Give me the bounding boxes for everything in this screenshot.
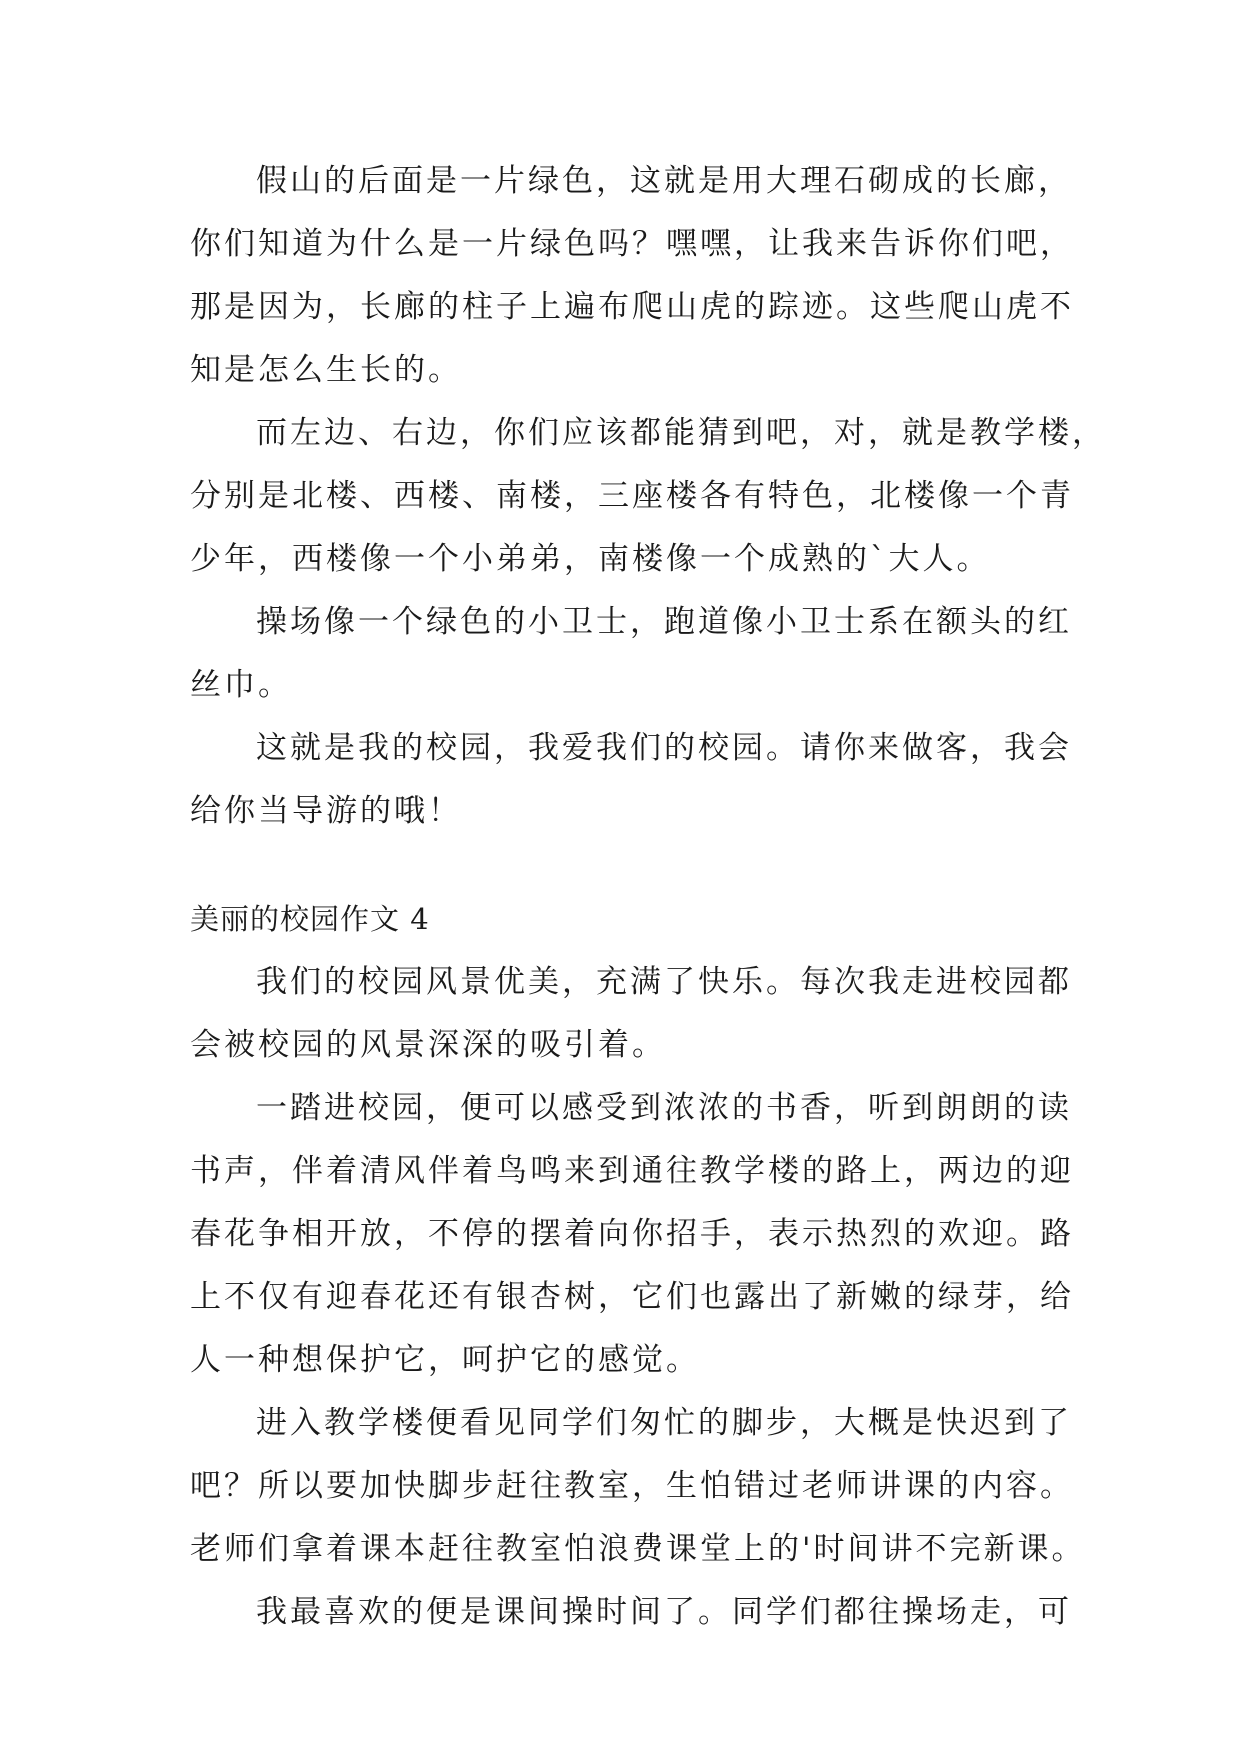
paragraph-line: 少年，西楼像一个小弟弟，南楼像一个成熟的`大人。 (190, 541, 991, 577)
paragraph-line: 丝巾。 (190, 667, 292, 703)
paragraph-line: 一踏进校园，便可以感受到浓浓的书香，听到朗朗的读 (256, 1090, 1072, 1126)
paragraph-line: 而左边、右边，你们应该都能猜到吧，对，就是教学楼， (256, 415, 1106, 451)
paragraph-line: 进入教学楼便看见同学们匆忙的脚步，大概是快迟到了 (256, 1405, 1072, 1441)
section-gap (190, 843, 1070, 888)
paragraph-line: 吧？所以要加快脚步赶往教室，生怕错过老师讲课的内容。 (190, 1468, 1074, 1504)
paragraph-line: 这就是我的校园，我爱我们的校园。请你来做客，我会 (256, 730, 1072, 766)
paragraph-line: 假山的后面是一片绿色，这就是用大理石砌成的长廊， (256, 163, 1072, 199)
paragraph-line: 书声，伴着清风伴着鸟鸣来到通往教学楼的路上，两边的迎 (190, 1153, 1074, 1189)
paragraph-line: 上不仅有迎春花还有银杏树，它们也露出了新嫩的绿芽，给 (190, 1279, 1074, 1315)
paragraph-line: 给你当导游的哦！ (190, 793, 462, 829)
paragraph-line: 人一种想保护它，呵护它的感觉。 (190, 1342, 700, 1378)
paragraph-line: 春花争相开放，不停的摆着向你招手，表示热烈的欢迎。路 (190, 1216, 1074, 1252)
paragraph-line: 分别是北楼、西楼、南楼，三座楼各有特色，北楼像一个青 (190, 478, 1074, 514)
paragraph-line: 我们的校园风景优美，充满了快乐。每次我走进校园都 (256, 964, 1072, 1000)
paragraph-line: 那是因为，长廊的柱子上遍布爬山虎的踪迹。这些爬山虎不 (190, 289, 1074, 325)
paragraph-line: 操场像一个绿色的小卫士，跑道像小卫士系在额头的红 (256, 604, 1072, 640)
paragraph-line: 知是怎么生长的。 (190, 352, 462, 388)
paragraph-line: 我最喜欢的便是课间操时间了。同学们都往操场走，可 (256, 1594, 1072, 1630)
paragraph-line: 会被校园的风景深深的吸引着。 (190, 1027, 666, 1063)
section-heading: 美丽的校园作文 4 (190, 902, 430, 936)
paragraph-line: 老师们拿着课本赶往教室怕浪费课堂上的'时间讲不完新课。 (190, 1531, 1086, 1567)
paragraph-line: 你们知道为什么是一片绿色吗？嘿嘿，让我来告诉你们吧， (190, 226, 1074, 262)
essay-body (190, 150, 1106, 1644)
